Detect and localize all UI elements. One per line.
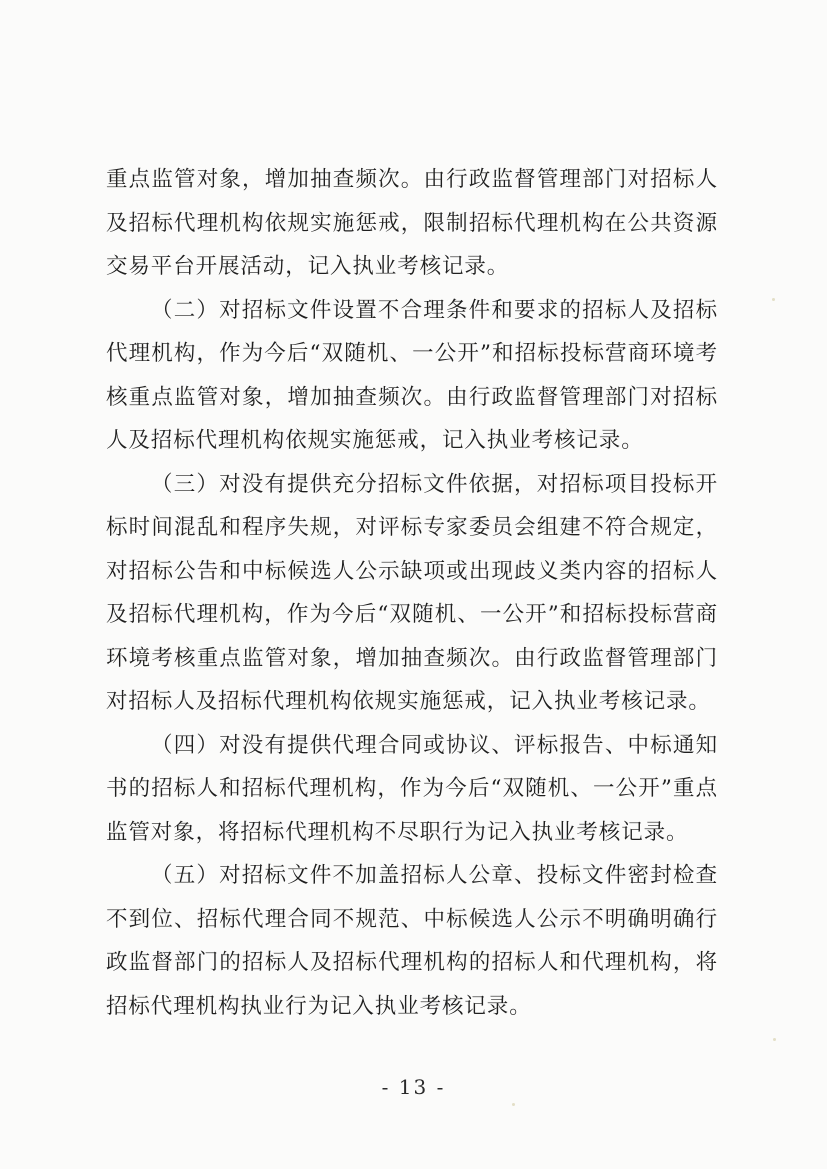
paragraph-item-5: （五）对招标文件不加盖招标人公章、投标文件密封检查不到位、招标代理合同不规范、中标候选人公示不明确明确行政监督部门的招标人及招标代理机构的招标人和代理机构，将招标代理机构执业行为记入执业考核记录。 bbox=[106, 863, 718, 1019]
scan-speck bbox=[772, 298, 775, 301]
paragraph-item-4: （四）对没有提供代理合同或协议、评标报告、中标通知书的招标人和招标代理机构，作为今后“双随机、一公开”重点监管对象，将招标代理机构不尽职行为记入执业考核记录。 bbox=[106, 732, 718, 845]
document-body bbox=[106, 158, 718, 1028]
paragraph-item-3: （三）对没有提供充分招标文件依据，对招标项目投标开标时间混乱和程序失规，对评标专家委员会组建不符合规定，对招标公告和中标候选人公示缺项或出现歧义类内容的招标人及招标代理机构，作为今后“双随机、一公开”和招标投标营商环境考核重点监管对象，增加抽查频次。由行政监督管理部门对招标人及招标代理机构依规实施惩戒，记入执业考核记录。 bbox=[106, 471, 718, 714]
scan-speck bbox=[512, 1103, 515, 1106]
page-number: - 13 - bbox=[381, 1075, 446, 1099]
scan-speck bbox=[773, 1038, 776, 1041]
paragraph-continued: 重点监管对象，增加抽查频次。由行政监督管理部门对招标人及招标代理机构依规实施惩戒，限制招标代理机构在公共资源交易平台开展活动，记入执业考核记录。 bbox=[106, 167, 718, 279]
paragraph-item-2: （二）对招标文件设置不合理条件和要求的招标人及招标代理机构，作为今后“双随机、一公开”和招标投标营商环境考核重点监管对象，增加抽查频次。由行政监督管理部门对招标人及招标代理机构依规实施惩戒，记入执业考核记录。 bbox=[106, 297, 718, 453]
